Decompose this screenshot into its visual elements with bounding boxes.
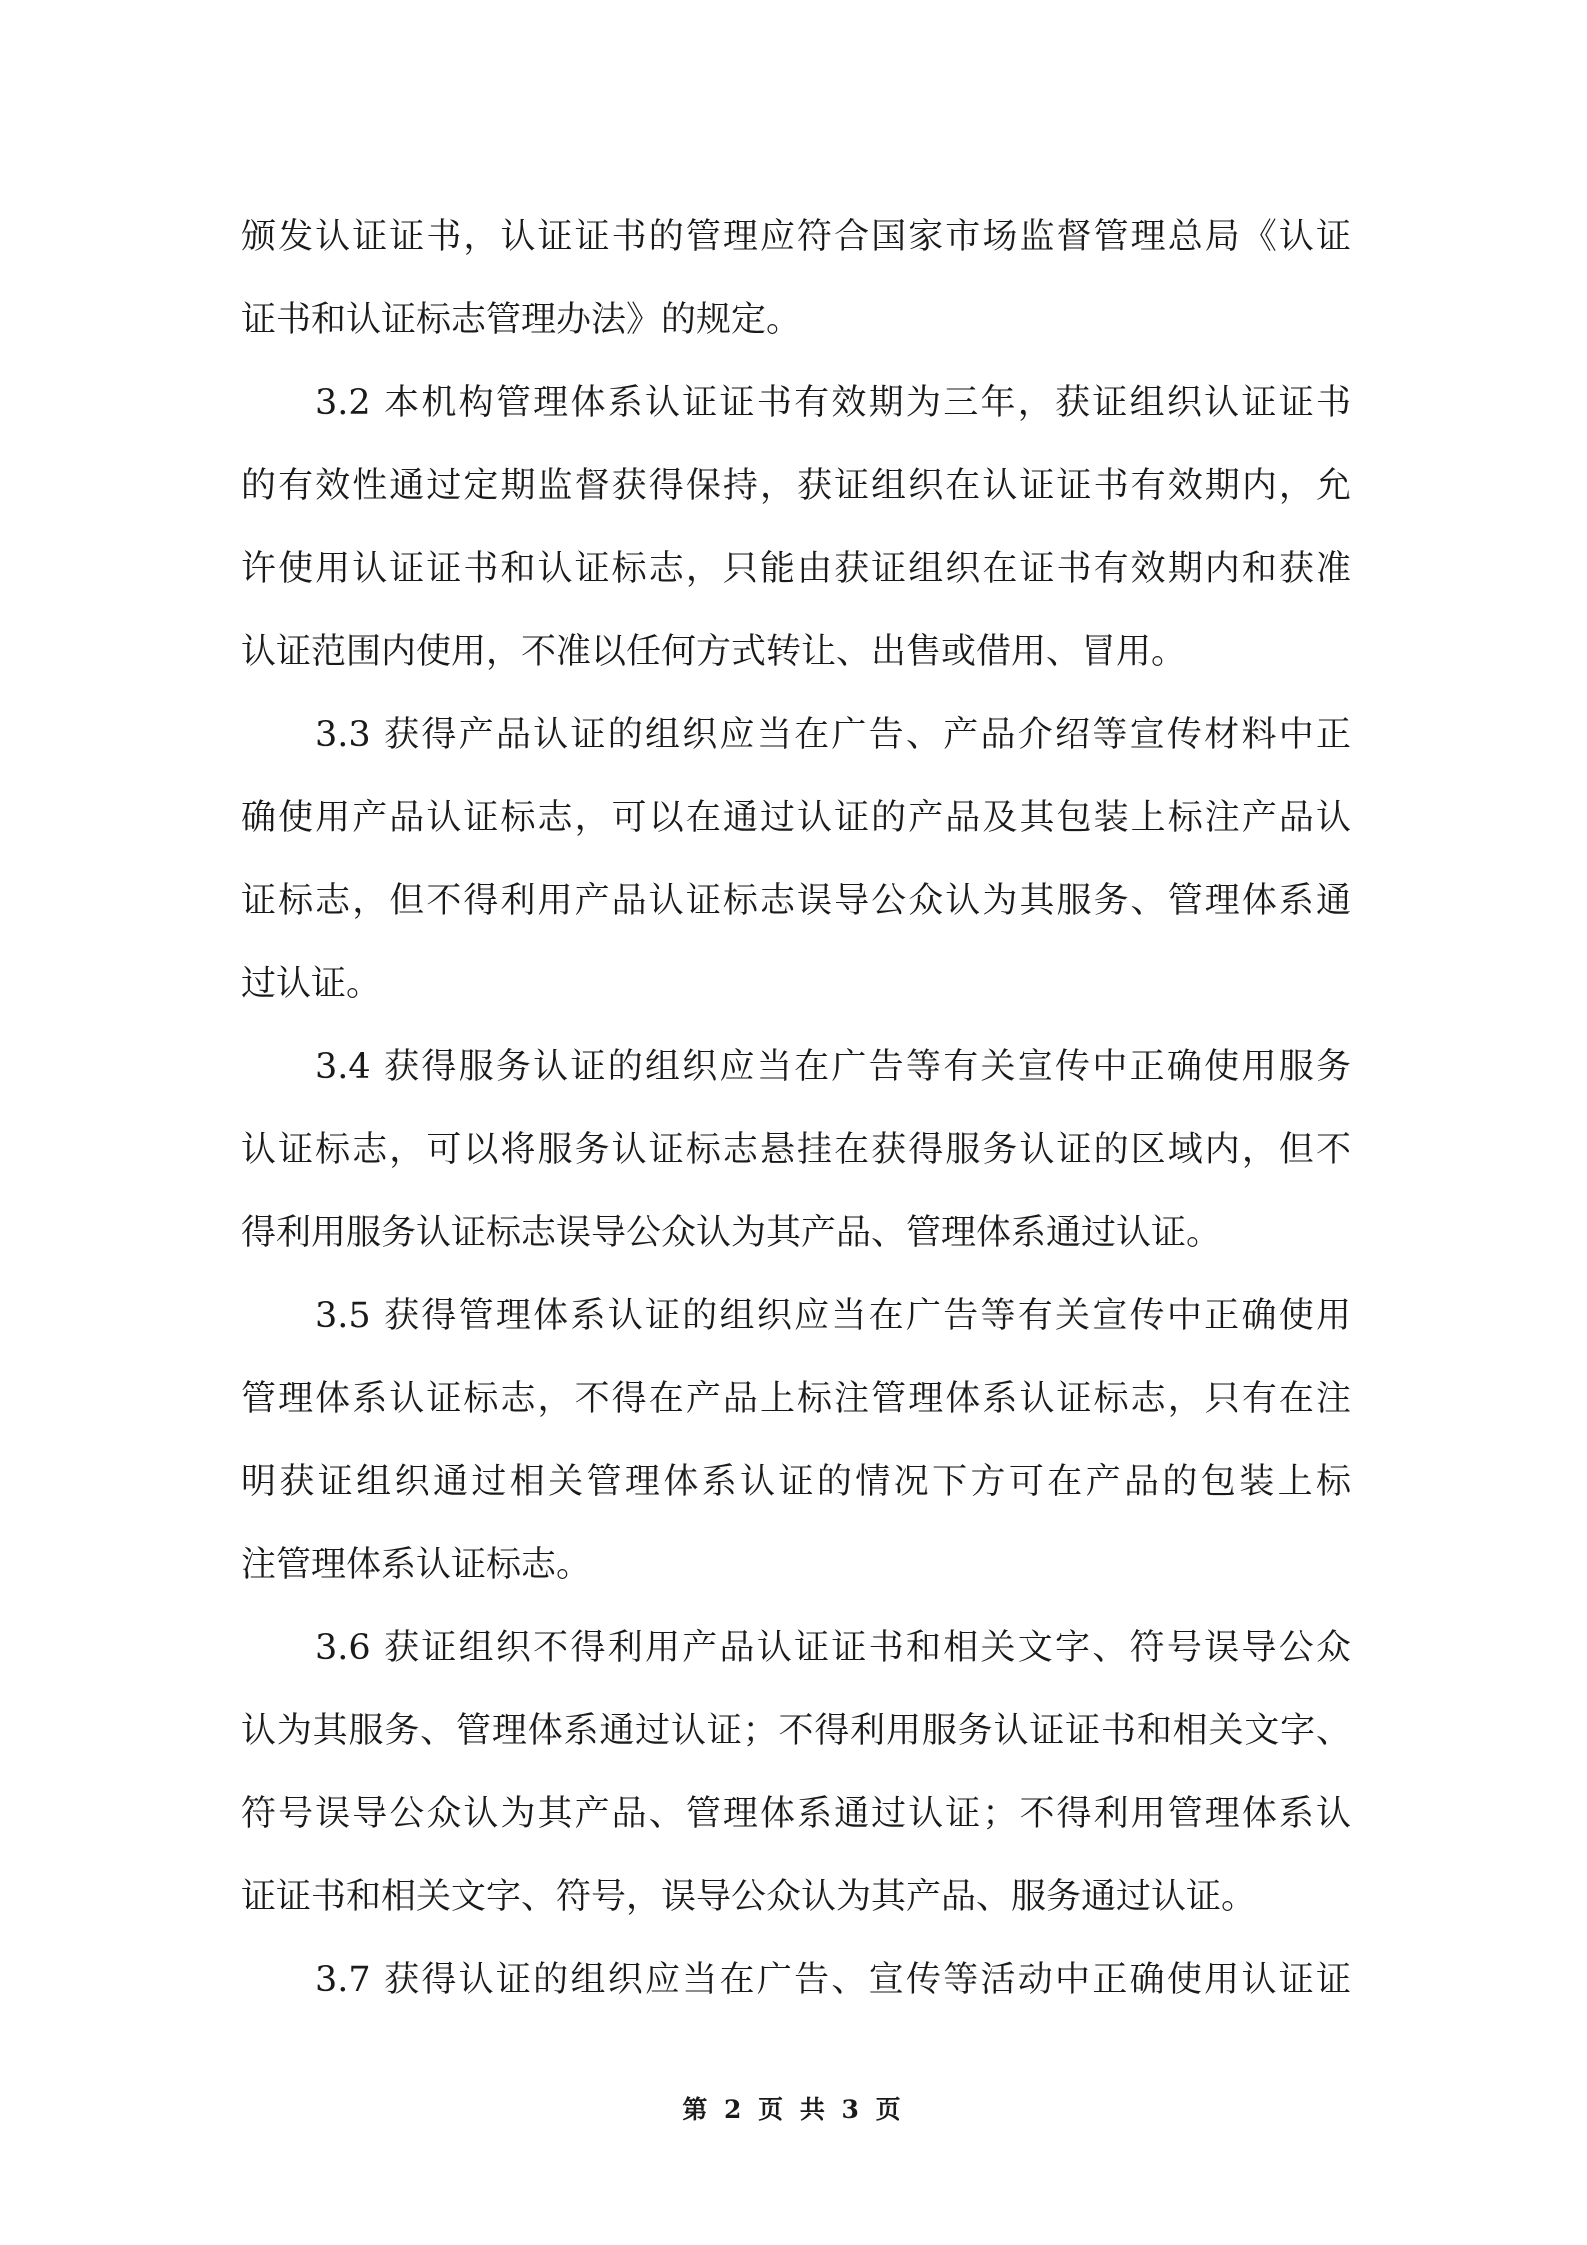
text-line: 的有效性通过定期监督获得保持，获证组织在认证证书有效期内，允 xyxy=(241,466,1351,506)
paragraph-3-7-first-line: 3.7 获得认证的组织应当在广告、宣传等活动中正确使用认证证 xyxy=(315,1960,1351,2000)
page-number-footer: 第 2 页 共 3 页 xyxy=(682,2095,905,2124)
text-line: 确使用产品认证标志，可以在通过认证的产品及其包装上标注产品认 xyxy=(241,798,1351,838)
text-line: 过认证。 xyxy=(241,964,382,1004)
text-line: 颁发认证证书，认证证书的管理应符合国家市场监督管理总局《认证 xyxy=(241,217,1351,257)
text-line: 认证范围内使用，不准以任何方式转让、出售或借用、冒用。 xyxy=(241,632,1187,672)
paragraph-3-5-first-line: 3.5 获得管理体系认证的组织应当在广告等有关宣传中正确使用 xyxy=(315,1296,1351,1336)
text-line: 明获证组织通过相关管理体系认证的情况下方可在产品的包装上标 xyxy=(241,1462,1351,1502)
text-line: 得利用服务认证标志误导公众认为其产品、管理体系通过认证。 xyxy=(241,1213,1222,1253)
text-line: 符号误导公众认为其产品、管理体系通过认证；不得利用管理体系认 xyxy=(241,1794,1351,1834)
text-line: 认为其服务、管理体系通过认证；不得利用服务认证证书和相关文字、 xyxy=(241,1711,1351,1751)
text-line: 许使用认证证书和认证标志，只能由获证组织在证书有效期内和获准 xyxy=(241,549,1351,589)
text-line: 认证标志，可以将服务认证标志悬挂在获得服务认证的区域内，但不 xyxy=(241,1130,1351,1170)
document-body xyxy=(241,196,1351,2022)
text-line: 证书和认证标志管理办法》的规定。 xyxy=(241,300,802,340)
text-line: 注管理体系认证标志。 xyxy=(241,1545,592,1585)
paragraph-3-2-first-line: 3.2 本机构管理体系认证证书有效期为三年，获证组织认证证书 xyxy=(315,383,1351,423)
paragraph-3-6-first-line: 3.6 获证组织不得利用产品认证证书和相关文字、符号误导公众 xyxy=(315,1628,1351,1668)
text-line: 证标志，但不得利用产品认证标志误导公众认为其服务、管理体系通 xyxy=(241,881,1351,921)
text-line: 管理体系认证标志，不得在产品上标注管理体系认证标志，只有在注 xyxy=(241,1379,1351,1419)
paragraph-3-3-first-line: 3.3 获得产品认证的组织应当在广告、产品介绍等宣传材料中正 xyxy=(315,715,1351,755)
paragraph-3-4-first-line: 3.4 获得服务认证的组织应当在广告等有关宣传中正确使用服务 xyxy=(315,1047,1351,1087)
text-line: 证证书和相关文字、符号，误导公众认为其产品、服务通过认证。 xyxy=(241,1877,1257,1917)
